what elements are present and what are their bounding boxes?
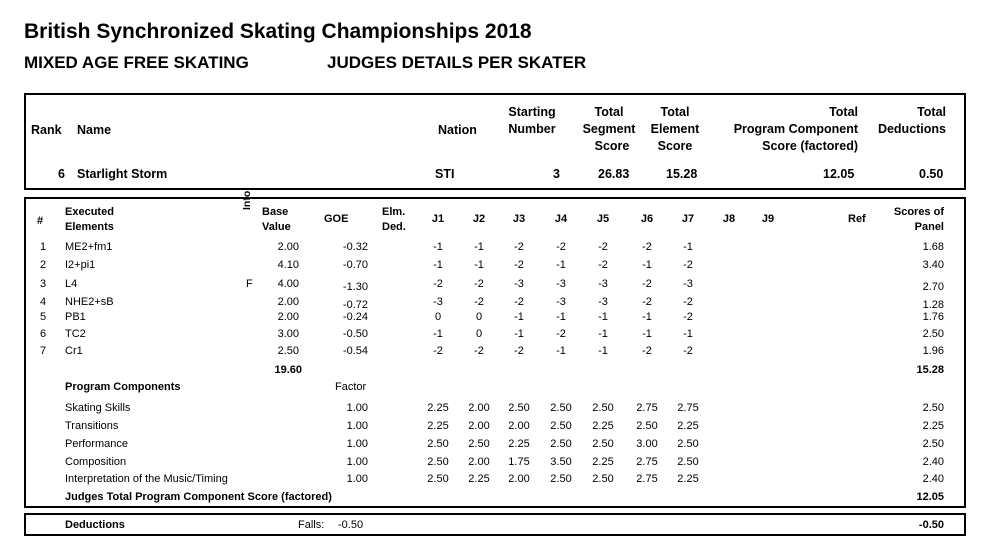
judge-header: J3 [512, 213, 526, 225]
panel-score: 1.96 [922, 345, 944, 357]
judge-component-score: 2.25 [427, 420, 449, 432]
goe-value: -0.50 [342, 328, 368, 340]
starting-number-header: Starting Number [508, 105, 556, 136]
executed-elements-header: Executed Elements [65, 206, 114, 233]
deductions-box [24, 513, 966, 536]
base-value: 4.10 [277, 259, 299, 271]
judge-component-score: 2.50 [677, 438, 699, 450]
judge-component-score: 2.50 [636, 420, 658, 432]
judge-component-score: 2.75 [636, 456, 658, 468]
component-panel-score: 2.25 [922, 420, 944, 432]
judge-header: J1 [431, 213, 445, 225]
base-value: 2.00 [277, 241, 299, 253]
elm-ded-header: Elm. Ded. [382, 206, 406, 233]
judge-goe: -2 [642, 278, 652, 290]
judge-goe: -3 [556, 296, 566, 308]
element-number: 3 [40, 278, 47, 290]
component-factor: 1.00 [346, 420, 368, 432]
element-code: TC2 [65, 328, 86, 340]
judge-component-score: 2.50 [550, 420, 572, 432]
base-value: 3.00 [277, 328, 299, 340]
judge-component-score: 1.75 [508, 456, 530, 468]
judge-header: J5 [596, 213, 610, 225]
judge-component-score: 2.50 [592, 438, 614, 450]
judge-goe: -2 [433, 345, 443, 357]
judge-component-score: 2.00 [508, 473, 530, 485]
judge-component-score: 3.00 [636, 438, 658, 450]
element-number: 4 [40, 296, 47, 308]
judge-goe: -2 [598, 259, 608, 271]
judge-goe: -2 [642, 241, 652, 253]
tes-total: 15.28 [916, 364, 944, 376]
judge-goe: -2 [683, 311, 693, 323]
component-factor: 1.00 [346, 473, 368, 485]
component-factor: 1.00 [346, 402, 368, 414]
skater-tes: 15.28 [666, 167, 698, 181]
judge-component-score: 2.25 [677, 420, 699, 432]
goe-value: -1.30 [342, 281, 368, 293]
judge-goe: -2 [514, 259, 524, 271]
total-pcs-header: Total Program Component Score (factored) [733, 105, 858, 153]
component-factor: 1.00 [346, 438, 368, 450]
pcs-total-label: Judges Total Program Component Score (factored) [65, 491, 332, 503]
judge-component-score: 2.25 [677, 473, 699, 485]
judge-component-score: 2.50 [677, 456, 699, 468]
pcs-total: 12.05 [916, 491, 944, 503]
judge-component-score: 2.50 [427, 438, 449, 450]
judge-goe: -2 [474, 345, 484, 357]
skater-nation: STI [435, 167, 455, 181]
goe-header: GOE [324, 213, 349, 225]
element-number-header: # [37, 215, 44, 227]
judge-goe: -1 [433, 259, 443, 271]
element-number: 7 [40, 345, 47, 357]
judge-header: J9 [761, 213, 775, 225]
element-number: 5 [40, 311, 47, 323]
goe-value: -0.24 [342, 311, 368, 323]
judge-goe: -1 [556, 259, 566, 271]
base-value-total: 19.60 [274, 364, 302, 376]
element-code: L4 [65, 278, 78, 290]
judge-component-score: 2.25 [508, 438, 530, 450]
judge-component-score: 2.50 [550, 402, 572, 414]
judge-component-score: 2.00 [468, 402, 490, 414]
judge-component-score: 2.50 [592, 402, 614, 414]
component-panel-score: 2.50 [922, 438, 944, 450]
judge-component-score: 2.50 [427, 473, 449, 485]
base-value-header: Base Value [262, 206, 291, 233]
skater-tss: 26.83 [598, 167, 630, 181]
skater-start-number: 3 [553, 167, 560, 181]
element-number: 1 [40, 241, 47, 253]
judge-goe: -1 [556, 311, 566, 323]
judge-goe: -1 [433, 241, 443, 253]
judge-component-score: 2.00 [468, 420, 490, 432]
judge-component-score: 2.50 [550, 473, 572, 485]
judge-goe: 0 [434, 311, 442, 323]
judge-goe: -2 [683, 296, 693, 308]
judge-component-score: 2.50 [592, 473, 614, 485]
event-segment: MIXED AGE FREE SKATING [24, 53, 249, 72]
component-name: Performance [65, 438, 128, 450]
judge-header: J8 [722, 213, 736, 225]
element-code: I2+pi1 [65, 259, 96, 271]
info-header: Info [241, 190, 253, 210]
judge-goe: -3 [683, 278, 693, 290]
panel-score-header: Scores of Panel [893, 206, 944, 233]
goe-value: -0.54 [342, 345, 368, 357]
base-value: 4.00 [277, 278, 299, 290]
component-name: Skating Skills [65, 402, 131, 414]
judge-goe: -3 [598, 296, 608, 308]
component-panel-score: 2.40 [922, 456, 944, 468]
panel-score: 1.68 [922, 241, 944, 253]
judge-goe: -1 [556, 345, 566, 357]
judge-component-score: 2.75 [636, 473, 658, 485]
judge-goe: -1 [598, 311, 608, 323]
judge-goe: -3 [433, 296, 443, 308]
judge-component-score: 2.50 [550, 438, 572, 450]
judge-goe: -1 [598, 328, 608, 340]
judge-component-score: 2.75 [677, 402, 699, 414]
judge-goe: -1 [683, 241, 693, 253]
rank-header: Rank [31, 123, 62, 137]
judge-goe: -3 [514, 278, 524, 290]
judge-goe: -1 [514, 311, 524, 323]
page-title: British Synchronized Skating Championships 2018 [24, 20, 532, 43]
judge-goe: -2 [683, 259, 693, 271]
judge-component-score: 3.50 [550, 456, 572, 468]
element-info: F [246, 278, 253, 290]
judge-goe: -3 [598, 278, 608, 290]
judge-goe: -1 [474, 241, 484, 253]
component-name: Transitions [65, 420, 119, 432]
judge-goe: 0 [475, 311, 483, 323]
element-code: Cr1 [65, 345, 83, 357]
judge-goe: -3 [556, 278, 566, 290]
judge-component-score: 2.25 [592, 456, 614, 468]
panel-score: 1.76 [922, 311, 944, 323]
judge-goe: -2 [514, 241, 524, 253]
goe-value: -0.32 [342, 241, 368, 253]
judge-goe: -1 [683, 328, 693, 340]
total-element-score-header: Total Element Score [650, 105, 700, 153]
goe-value: -0.72 [342, 299, 368, 311]
judge-component-score: 2.25 [468, 473, 490, 485]
panel-score: 2.50 [922, 328, 944, 340]
judge-goe: -1 [642, 311, 652, 323]
program-components-header: Program Components [65, 381, 181, 393]
judge-component-score: 2.50 [508, 402, 530, 414]
judge-component-score: 2.25 [427, 402, 449, 414]
panel-score: 1.28 [922, 299, 944, 311]
ref-header: Ref [848, 213, 866, 225]
judge-header: J6 [640, 213, 654, 225]
judge-goe: -1 [642, 328, 652, 340]
judge-goe: -1 [514, 328, 524, 340]
judge-header: J2 [472, 213, 486, 225]
skater-deductions: 0.50 [919, 167, 944, 181]
judge-component-score: 2.25 [592, 420, 614, 432]
base-value: 2.00 [277, 296, 299, 308]
element-code: ME2+fm1 [65, 241, 113, 253]
name-header: Name [77, 123, 112, 137]
falls-label: Falls: [298, 519, 325, 531]
component-name: Composition [65, 456, 127, 468]
deductions-total: -0.50 [918, 519, 944, 531]
goe-value: -0.70 [342, 259, 368, 271]
judge-header: J7 [681, 213, 695, 225]
element-number: 6 [40, 328, 47, 340]
deductions-label: Deductions [65, 519, 125, 531]
judge-goe: -2 [514, 296, 524, 308]
falls-value: -0.50 [338, 519, 364, 531]
judge-goe: 0 [475, 328, 483, 340]
component-name: Interpretation of the Music/Timing [65, 473, 228, 485]
report-type: JUDGES DETAILS PER SKATER [327, 53, 587, 72]
judge-goe: -2 [514, 345, 524, 357]
judge-component-score: 2.00 [508, 420, 530, 432]
judge-goe: -2 [556, 241, 566, 253]
skater-pcs: 12.05 [823, 167, 855, 181]
judge-goe: -2 [556, 328, 566, 340]
total-deductions-header: Total Deductions [877, 105, 946, 136]
base-value: 2.00 [277, 311, 299, 323]
panel-score: 2.70 [922, 281, 944, 293]
judge-goe: -1 [474, 259, 484, 271]
judge-goe: -2 [642, 345, 652, 357]
factor-header: Factor [335, 381, 367, 393]
element-code: NHE2+sB [65, 296, 114, 308]
element-code: PB1 [65, 311, 86, 323]
judge-goe: -1 [598, 345, 608, 357]
judge-goe: -2 [433, 278, 443, 290]
judge-goe: -2 [683, 345, 693, 357]
judge-goe: -2 [474, 278, 484, 290]
total-segment-score-header: Total Segment Score [582, 105, 636, 153]
judge-component-score: 2.50 [427, 456, 449, 468]
judge-component-score: 2.50 [468, 438, 490, 450]
judge-component-score: 2.00 [468, 456, 490, 468]
judge-goe: -2 [598, 241, 608, 253]
judge-header: J4 [554, 213, 568, 225]
judge-goe: -1 [433, 328, 443, 340]
judge-goe: -2 [474, 296, 484, 308]
component-factor: 1.00 [346, 456, 368, 468]
element-number: 2 [40, 259, 47, 271]
panel-score: 3.40 [922, 259, 944, 271]
skater-rank: 6 [58, 167, 65, 181]
component-panel-score: 2.40 [922, 473, 944, 485]
component-panel-score: 2.50 [922, 402, 944, 414]
skater-name: Starlight Storm [77, 167, 168, 181]
judge-goe: -2 [642, 296, 652, 308]
judge-goe: -1 [642, 259, 652, 271]
judge-component-score: 2.75 [636, 402, 658, 414]
base-value: 2.50 [277, 345, 299, 357]
nation-header: Nation [438, 123, 477, 137]
